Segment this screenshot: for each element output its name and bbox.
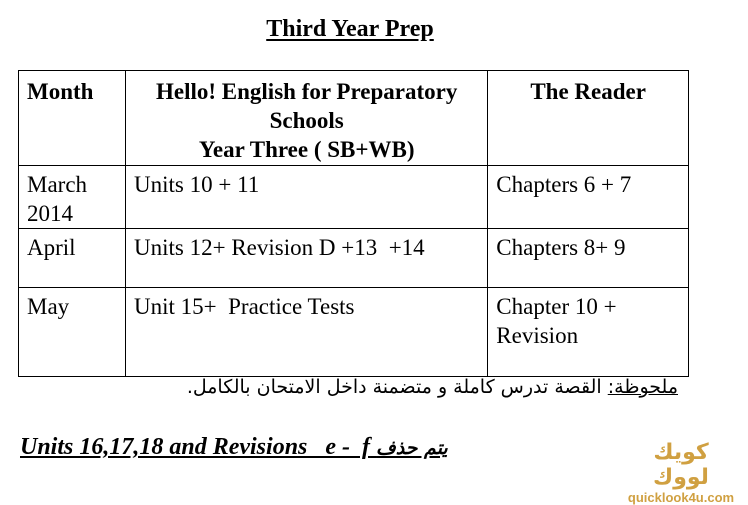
note-text: القصة تدرس كاملة و متضمنة داخل الامتحان بالكامل. [186, 376, 608, 398]
cell-reader: Chapter 10 + Revision [488, 288, 689, 377]
deleted-units-english: Units 16,17,18 and Revisions e - f [20, 434, 371, 460]
table-row [19, 166, 689, 229]
cell-book: Units 10 + 11 [126, 166, 488, 229]
table-row [19, 229, 689, 288]
deleted-units-line [20, 434, 448, 461]
watermark-arabic: كويك لووك [653, 440, 709, 490]
note-line [187, 376, 678, 398]
header-book-year: Year Three ( SB+WB) [198, 137, 415, 162]
site-watermark [622, 440, 740, 505]
header-month: Month [19, 71, 126, 166]
cell-reader: Chapters 6 + 7 [488, 166, 689, 229]
header-book [126, 71, 488, 166]
deleted-units-arabic: يتم حذف [376, 437, 448, 459]
table-header-row [19, 71, 689, 166]
table-row [19, 288, 689, 377]
cell-book: Unit 15+ Practice Tests [126, 288, 488, 377]
cell-month: May [19, 288, 126, 377]
cell-book: Units 12+ Revision D +13 +14 [126, 229, 488, 288]
header-reader: The Reader [488, 71, 689, 166]
schedule-table [18, 70, 689, 377]
page-title: Third Year Prep [266, 16, 434, 42]
cell-reader: Chapters 8+ 9 [488, 229, 689, 288]
header-book-title: Hello! English for Preparatory Schools [156, 79, 458, 133]
note-label: ملحوظة: [607, 376, 678, 398]
cell-month: March 2014 [19, 166, 126, 229]
watermark-url: quicklook4u.com [627, 490, 735, 505]
cell-month: April [19, 229, 126, 288]
